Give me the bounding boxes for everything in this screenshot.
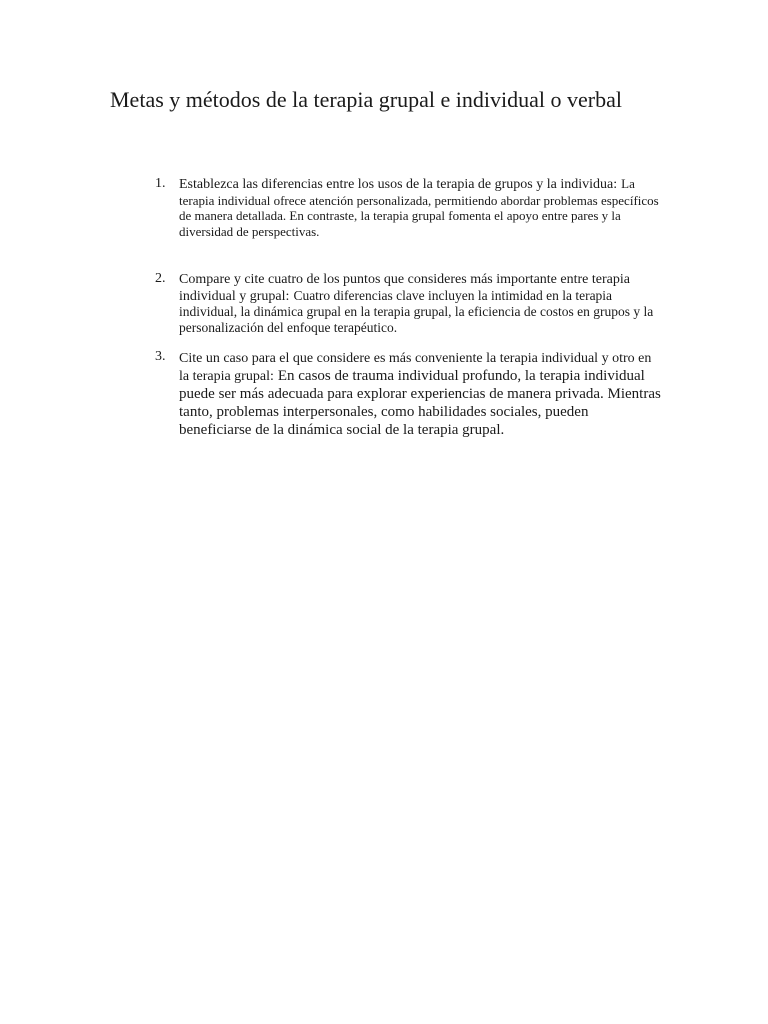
document-title: Metas y métodos de la terapia grupal e individual o verbal [110,87,622,112]
question-answer: En casos de trauma individual profundo, la terapia individual puede ser más adecuada para explorar experiencias de manera privada. Mientras tanto, problemas interpersonales, como habilidades sociales, pueden beneficiarse de la dinámica social de la terapia grupal. [179,368,661,438]
question-answer: Cuatro diferencias clave incluyen la intimidad en la terapia individual, la dinámica grupal en la terapia grupal, la eficiencia de costos en grupos y la personalización del enfoque terapéutico. [179,287,654,335]
question-answer: La terapia individual ofrece atención personalizada, permitiendo abordar problemas específicos de manera detallada. En contraste, la terapia grupal fomenta el apoyo entre pares y la diversidad de perspectivas. [179,176,659,239]
question-number: 2. [155,271,166,286]
question-text [179,271,661,335]
question-prompt: Compare y cite cuatro de los puntos que consideres más importante entre terapia individual y grupal: [179,272,630,304]
question-number: 1. [155,176,166,191]
question-prompt: Establezca las diferencias entre los usos de la terapia de grupos y la individua: [179,177,618,192]
question-prompt: Cite un caso para el que considere es más conveniente la terapia individual y otro en la terapia grupal: [179,351,652,384]
question-text [179,176,661,239]
question-number: 3. [155,349,166,364]
question-text [179,349,661,439]
